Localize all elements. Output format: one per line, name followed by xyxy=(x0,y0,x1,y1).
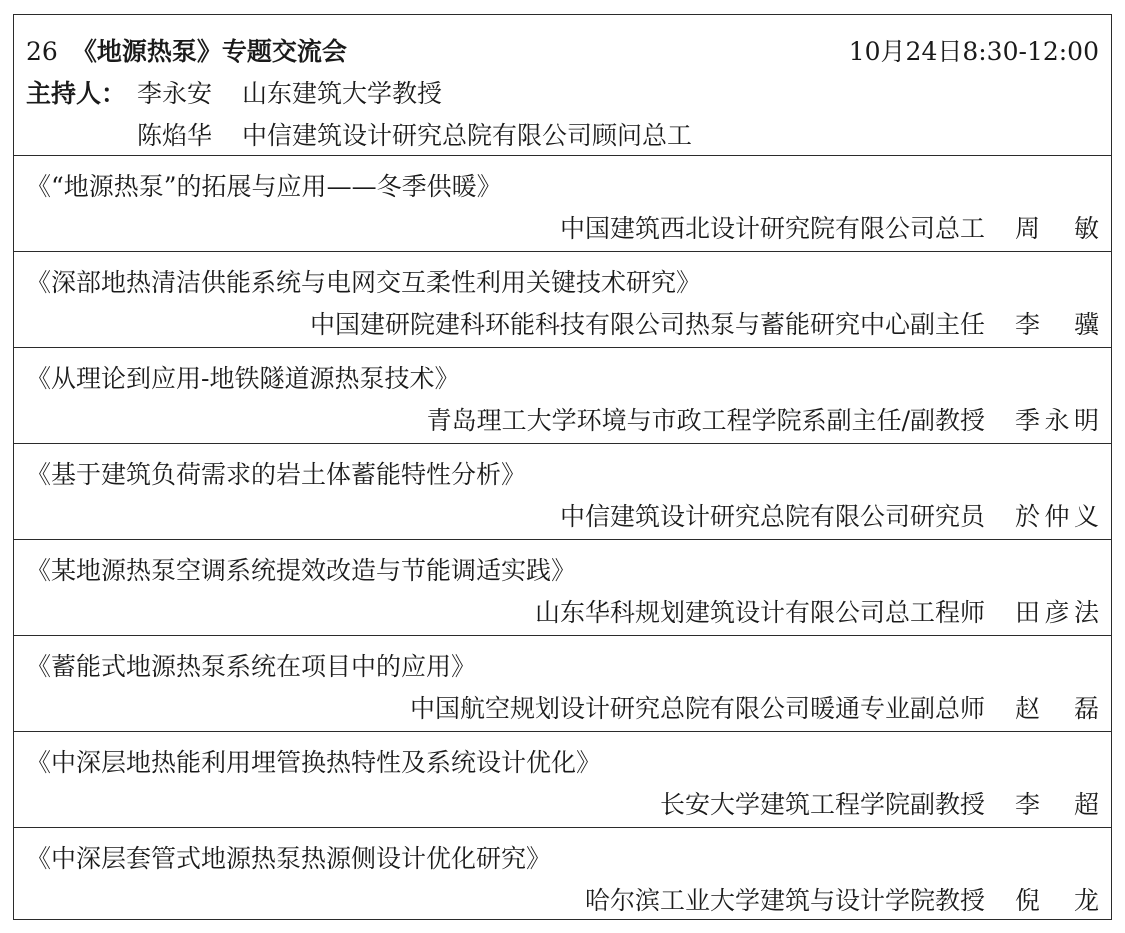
talk-speaker-line xyxy=(585,886,1099,916)
talk-speaker-line xyxy=(560,214,1099,244)
speaker-affiliation: 长安大学建筑工程学院副教授 xyxy=(659,790,985,819)
talk-speaker-line xyxy=(535,598,1099,628)
speaker-name: 於仲义 xyxy=(1015,502,1099,531)
talk-title: 《基于建筑负荷需求的岩土体蓄能特性分析》 xyxy=(26,460,527,489)
talk-speaker-line xyxy=(310,310,1099,340)
speaker-affiliation: 中国建筑西北设计研究院有限公司总工 xyxy=(559,214,985,243)
talk-speaker-line xyxy=(410,694,1099,724)
talk-title: 《“地源热泵”的拓展与应用——冬季供暖》 xyxy=(26,172,502,201)
talk-row xyxy=(14,732,1111,828)
talk-row xyxy=(14,828,1111,921)
session-title-line xyxy=(26,37,347,67)
speaker-name: 周 敏 xyxy=(1015,214,1099,243)
talk-title: 《深部地热清洁供能系统与电网交互柔性利用关键技术研究》 xyxy=(26,268,702,297)
talk-row xyxy=(14,444,1111,540)
host-name: 陈焰华 xyxy=(137,121,213,150)
talk-speaker-line xyxy=(560,502,1099,532)
talk-speaker-line xyxy=(427,406,1099,436)
session-datetime: 10月24日8:30-12:00 xyxy=(848,37,1099,66)
speaker-name: 季永明 xyxy=(1015,406,1099,435)
session-title: 《地源热泵》专题交流会 xyxy=(71,37,347,66)
host-label: 主持人： xyxy=(26,79,127,108)
session-number: 26 xyxy=(26,37,58,66)
talk-row xyxy=(14,156,1111,252)
speaker-affiliation: 山东华科规划建筑设计有限公司总工程师 xyxy=(534,598,985,627)
talk-title: 《从理论到应用-地铁隧道源热泵技术》 xyxy=(26,364,460,393)
talk-title: 《某地源热泵空调系统提效改造与节能调适实践》 xyxy=(26,556,577,585)
host-row xyxy=(137,79,442,109)
session-header xyxy=(14,15,1111,156)
speaker-name: 倪 龙 xyxy=(1015,886,1099,915)
speaker-name: 李 骥 xyxy=(1015,310,1099,339)
host-affiliation: 中信建筑设计研究总院有限公司顾问总工 xyxy=(242,121,693,150)
speaker-affiliation: 中国建研院建科环能科技有限公司热泵与蓄能研究中心副主任 xyxy=(309,310,985,339)
host-affiliation: 山东建筑大学教授 xyxy=(242,79,443,108)
speaker-name: 田彦法 xyxy=(1015,598,1099,627)
talk-title: 《中深层地热能利用埋管换热特性及系统设计优化》 xyxy=(26,748,602,777)
talk-speaker-line xyxy=(660,790,1099,820)
speaker-name: 赵 磊 xyxy=(1015,694,1099,723)
talk-title: 《中深层套管式地源热泵热源侧设计优化研究》 xyxy=(26,844,552,873)
speaker-affiliation: 哈尔滨工业大学建筑与设计学院教授 xyxy=(584,886,985,915)
speaker-affiliation: 青岛理工大学环境与市政工程学院系副主任/副教授 xyxy=(426,406,985,435)
talk-row xyxy=(14,348,1111,444)
talk-title: 《蓄能式地源热泵系统在项目中的应用》 xyxy=(26,652,477,681)
talk-row xyxy=(14,540,1111,636)
speaker-affiliation: 中信建筑设计研究总院有限公司研究员 xyxy=(559,502,985,531)
talk-row xyxy=(14,252,1111,348)
talk-row xyxy=(14,636,1111,732)
speaker-name: 李 超 xyxy=(1015,790,1099,819)
program-table xyxy=(13,14,1112,920)
host-row xyxy=(137,121,692,151)
speaker-affiliation: 中国航空规划设计研究总院有限公司暖通专业副总师 xyxy=(409,694,985,723)
host-name: 李永安 xyxy=(137,79,213,108)
